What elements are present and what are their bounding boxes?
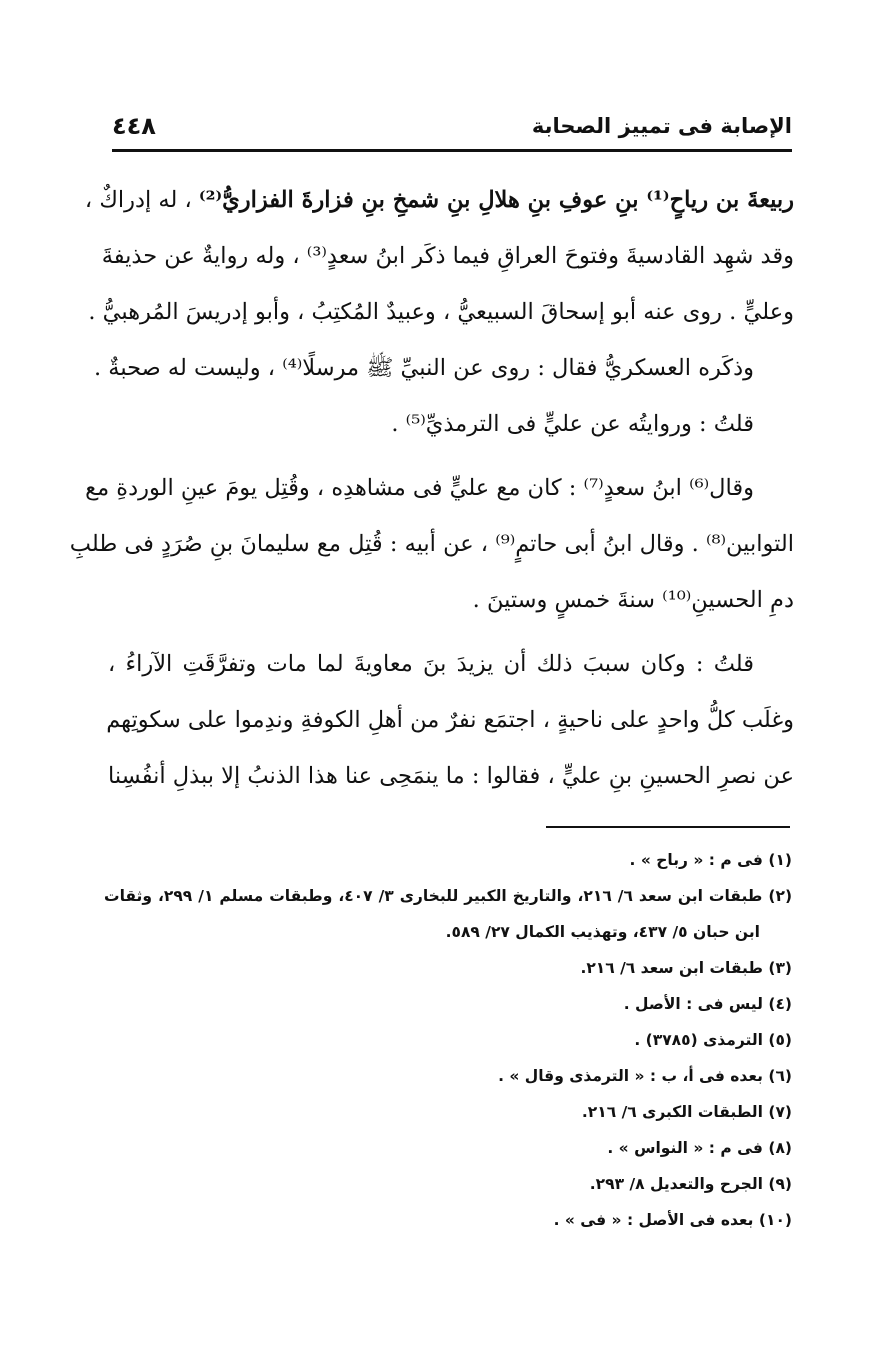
footnotes [104,842,792,1238]
footnote-9: (٩) الجرح والتعديل ٨/ ٢٩٣. [589,1175,792,1193]
footnote-2: (٢) طبقات ابن سعد ٦/ ٢١٦، والتاريخ الكبير للبخارى ٣/ ٤٠٧، وطبقات مسلم ١/ ٢٩٩، وثقات [104,887,793,905]
body-line-5: قلتُ : وروايتُه عن عليٍّ فى الترمذيِّ⁽⁵⁾ . [391,411,754,437]
page-number: ٤٤٨ [112,112,156,140]
body-line-4: وذكَره العسكريُّ فقال : روى عن النبيِّ ﷺ مرسلًا⁽⁴⁾ ، وليست له صحبةٌ . [93,355,754,381]
body-line-1 [84,172,794,228]
body-line-2: وقد شهِد القادسيةَ وفتوحَ العراقِ فيما ذكَر ابنُ سعدٍ⁽³⁾ ، وله روايةٌ عن حذيفةَ [101,243,794,269]
footnote-6: (٦) بعده فى أ، ب : « الترمذى وقال » . [498,1067,792,1085]
entry-heading-rest: ، له إدراكٌ ، [84,187,199,213]
footnote-5: (٥) الترمذى (٣٧٨٥) . [634,1031,792,1049]
footnote-7: (٧) الطبقات الكبرى ٦/ ٢١٦. [581,1103,792,1121]
body-line-6: وقال⁽⁶⁾ ابنُ سعدٍ⁽⁷⁾ : كان مع عليٍّ فى مشاهدِه ، وقُتِل يومَ عينِ الوردةِ مع [85,475,754,501]
footnote-1: (١) فى م : « رباح » . [629,851,792,869]
entry-heading: ربيعةَ بن رياحٍ⁽¹⁾ بنِ عوفِ بنِ هلالِ بنِ شمخِ بنِ فزارةَ الفزاريُّ⁽²⁾ [198,187,794,213]
footnote-3: (٣) طبقات ابن سعد ٦/ ٢١٦. [580,959,792,977]
footnote-10: (١٠) بعده فى الأصل : « فى » . [553,1211,792,1229]
body-line-9: قلتُ : وكان سببَ ذلك أن يزيدَ بنَ معاويةَ لما مات وتفرَّقَتِ الآراءُ ، [108,651,754,677]
body-line-7: التوابين⁽⁸⁾ . وقال ابنُ أبى حاتمٍ⁽⁹⁾ ، عن أبيه : قُتِل مع سليمانَ بنِ صُرَدٍ فى طلبِ [69,531,794,557]
running-title: الإصابة فى تمييز الصحابة [531,114,792,138]
body-line-11: عن نصرِ الحسينِ بنِ عليٍّ ، فقالوا : ما ينمَحِى عنا هذا الذنبُ إلا ببذلِ أنفُسِنا [108,763,794,789]
body-line-3: وعليٍّ . روى عنه أبو إسحاقَ السبيعيُّ ، وعبيدٌ المُكتِبُ ، وأبو إدريسَ المُرهبيُّ . [88,299,794,325]
footnote-8: (٨) فى م : « النواس » . [607,1139,792,1157]
footnote-2-continued: ابن حبان ٥/ ٤٣٧، وتهذيب الكمال ٢٧/ ٥٨٩. [445,923,760,941]
footnote-4: (٤) ليس فى : الأصل . [623,995,792,1013]
header-rule [112,149,792,152]
page-header [112,110,792,142]
body-line-10: وغلَب كلُّ واحدٍ على ناحيةٍ ، اجتمَع نفرٌ من أهلِ الكوفةِ وندِموا على سكوتِهم [106,707,794,733]
body-line-8: دمِ الحسينِ⁽¹⁰⁾ سنةَ خمسٍ وستينَ . [472,587,794,613]
main-text [69,172,794,804]
footnote-separator [546,826,790,828]
